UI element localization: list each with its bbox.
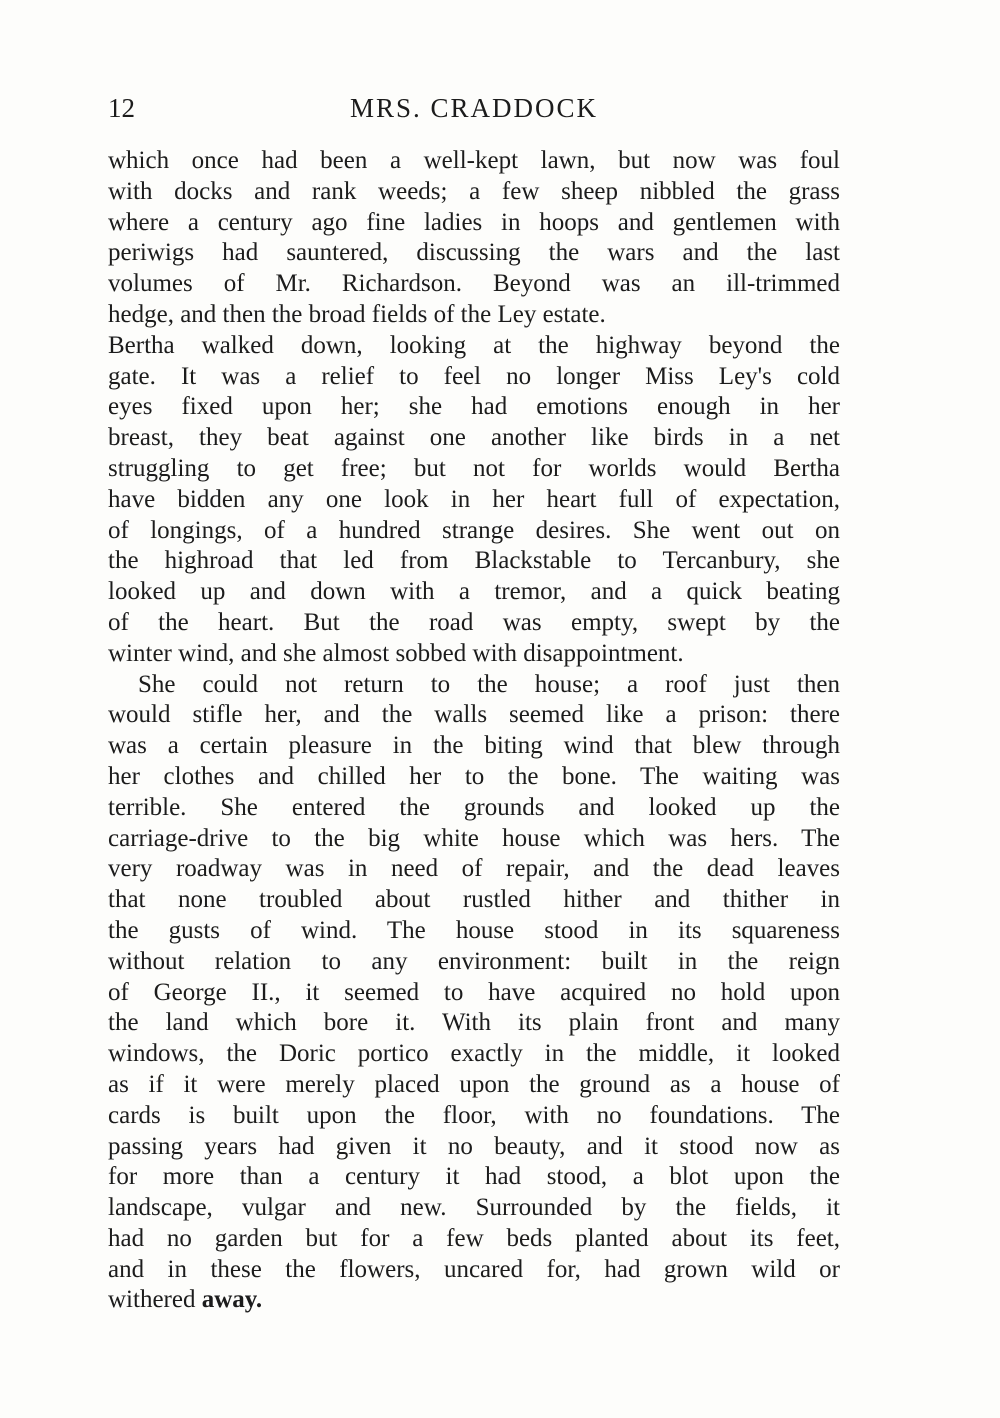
text-line: with docks and rank weeds; a few sheep nibbled the grass (108, 177, 840, 205)
text-line: volumes of Mr. Richardson. Beyond was an ill-trimmed (108, 270, 840, 298)
paragraph-2 (108, 331, 840, 670)
text-line: her clothes and chilled her to the bone. The waiting was (108, 762, 840, 790)
text-line: of the heart. But the road was empty, swept by the (108, 608, 840, 636)
text-line: where a century ago fine ladies in hoops and gentlemen with (108, 208, 840, 236)
text-line: the gusts of wind. The house stood in its squareness (108, 916, 840, 944)
text-line: that none troubled about rustled hither and thither in (108, 886, 840, 914)
text-line: the land which bore it. With its plain front and many (108, 1009, 840, 1037)
text-line: windows, the Doric portico exactly in the middle, it looked (108, 1040, 840, 1068)
text-line: cards is built upon the floor, with no foundations. The (108, 1101, 840, 1129)
text-line: very roadway was in need of repair, and the dead leaves (108, 855, 840, 883)
text-line: Bertha walked down, looking at the highway beyond the (108, 331, 840, 359)
text-line: have bidden any one look in her heart full of expectation, (108, 485, 840, 513)
page-number: 12 (108, 93, 135, 123)
text-line: hedge, and then the broad fields of the Ley estate. (108, 300, 606, 328)
paragraph-1 (108, 146, 840, 331)
text-line: terrible. She entered the grounds and looked up the (108, 793, 840, 821)
text-line: without relation to any environment: built in the reign (108, 947, 840, 975)
text-line: as if it were merely placed upon the ground as a house of (108, 1070, 840, 1098)
text-line: of longings, of a hundred strange desires. She went out on (108, 516, 840, 544)
closing-line (108, 1285, 840, 1316)
text-line: breast, they beat against one another like birds in a net (108, 424, 840, 452)
text-line: eyes fixed upon her; she had emotions enough in her (108, 393, 840, 421)
text-line: the highroad that led from Blackstable to Tercanbury, she (108, 547, 840, 575)
text-line: for more than a century it had stood, a blot upon the (108, 1163, 840, 1191)
closing-bold-words: away. (201, 1286, 263, 1314)
text-line: winter wind, and she almost sobbed with disappointment. (108, 639, 684, 667)
text-line: carriage-drive to the big white house which was hers. The (108, 824, 840, 852)
text-line: would stifle her, and the walls seemed like a prison: there (108, 701, 840, 729)
closing-words: withered (108, 1286, 196, 1314)
body-text (108, 146, 840, 1316)
running-title: MRS. CRADDOCK (349, 93, 599, 123)
text-line: landscape, vulgar and new. Surrounded by the fields, it (108, 1194, 840, 1222)
text-line: and in these the flowers, uncared for, had grown wild or (108, 1255, 840, 1283)
text-line: looked up and down with a tremor, and a quick beating (108, 578, 840, 606)
text-line: which once had been a well-kept lawn, but now was foul (108, 147, 840, 174)
text-line: of George II., it seemed to have acquired no hold upon (108, 978, 840, 1006)
text-line: had no garden but for a few beds planted about its feet, (108, 1224, 840, 1252)
text-line: gate. It was a relief to feel no longer Miss Ley's cold (108, 362, 840, 390)
text-line: struggling to get free; but not for worlds would Bertha (108, 454, 840, 482)
page-header (108, 88, 840, 128)
text-line: She could not return to the house; a roof just then (138, 670, 840, 698)
text-line: passing years had given it no beauty, and it stood now as (108, 1132, 840, 1160)
paragraph-3 (108, 670, 840, 1317)
text-line: was a certain pleasure in the biting wind that blew through (108, 732, 840, 760)
text-line: periwigs had sauntered, discussing the wars and the last (108, 239, 840, 267)
